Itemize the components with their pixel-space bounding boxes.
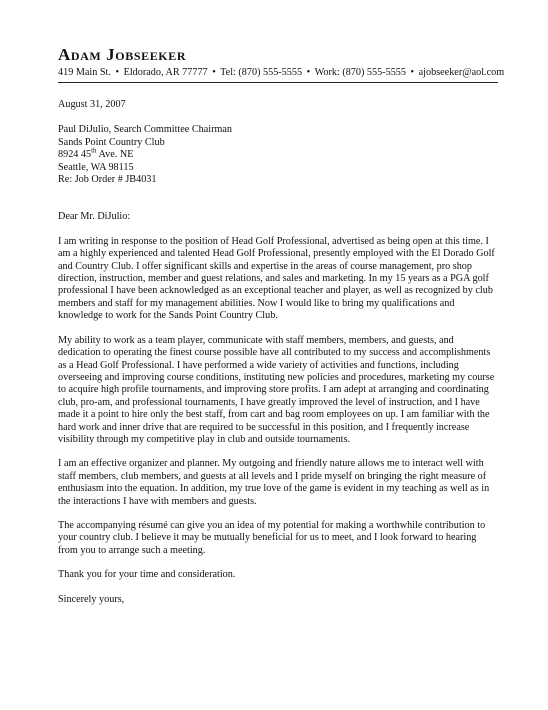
body-paragraph: I am writing in response to the position of Head Golf Professional, advertised as being open at this time. I am a highly experienced and talented Head Golf Professional, presently employed with the El Dorado Golf and Country Club. I offer significant skills and expertise in the areas of course management, pro shop direction, instruction, member and guest relations, and sales and marketing. In my 15 years as a PGA golf professional I have been acknowledged as an exceptional teacher and player, as well as recognized by club members and staff for my management abilities. Now I would like to bring my qualifications and knowledge to work for the Sands Point Country Club. [58, 235, 495, 322]
sender-work-phone: Work: (870) 555-5555 [314, 67, 406, 78]
sender-email: ajobseeker@aol.com [418, 67, 505, 78]
recipient-street [58, 146, 498, 161]
body-paragraph: My ability to work as a team player, communicate with staff members, members, and guests, and dedication to operating the finest course possible have all contributed to my success and accomplishments as a Head Golf Professional. I have performed a wide variety of activities and functions, including overseeing and improving course conditions, instituting new policies and procedures, marketing my course to acquire high profile tournaments, and improving store profits. I am adept at arranging and coordinating club, pro-am, and professional tournaments, I have greatly improved the level of instruction, and I have made it a point to hire only the best staff, from cart and bag room employees on up. I am familiar with the hard work and inner drive that are required to be successful in this position, and I frequently increase visibility through my competitive play in club and outside tournaments. [58, 334, 495, 445]
body-paragraph: The accompanying résumé can give you an idea of my potential for making a worthwhile contribution to your country club. I believe it may be mutually beneficial for us to meet, and I look forward to hearing from you to arrange such a meeting. [58, 519, 486, 556]
recipient-city: Seattle, WA 98115 [58, 161, 134, 173]
letter-body [58, 99, 498, 606]
contact-line [58, 67, 505, 83]
recipient-organization: Sands Point Country Club [58, 136, 165, 148]
separator-bullet: • [410, 67, 415, 78]
salutation: Dear Mr. DiJulio: [58, 211, 131, 223]
sender-city: Eldorado, AR 77777 [123, 67, 208, 78]
separator-bullet: • [212, 67, 216, 78]
letterhead [58, 45, 505, 83]
recipient-street-number: 8924 45 [58, 149, 92, 161]
recipient-reference: Re: Job Order # JB4031 [58, 174, 157, 186]
recipient-name: Paul DiJulio, Search Committee Chairman [58, 124, 233, 136]
recipient-street-ordinal: th [91, 146, 97, 155]
letter-date: August 31, 2007 [58, 99, 126, 110]
separator-bullet: • [306, 67, 311, 78]
sender-tel: Tel: (870) 555-5555 [220, 67, 303, 78]
separator-bullet: • [115, 67, 120, 78]
closing-thanks: Thank you for your time and consideration. [58, 569, 236, 581]
sender-address: 419 Main St. [58, 67, 111, 78]
sender-name: Adam Jobseeker [58, 45, 187, 64]
recipient-street-name: Ave. NE [96, 149, 134, 161]
recipient-block [58, 124, 498, 186]
body-paragraph: I am an effective organizer and planner. My outgoing and friendly nature allows me to interact well with staff members, club members, and guests at all levels and I pride myself on bringing the right measure of enthusiasm into the equation. In addition, my true love of the game is evident in my teaching as well as in the interactions I have with members and guests. [58, 458, 490, 507]
sign-off: Sincerely yours, [58, 593, 125, 605]
